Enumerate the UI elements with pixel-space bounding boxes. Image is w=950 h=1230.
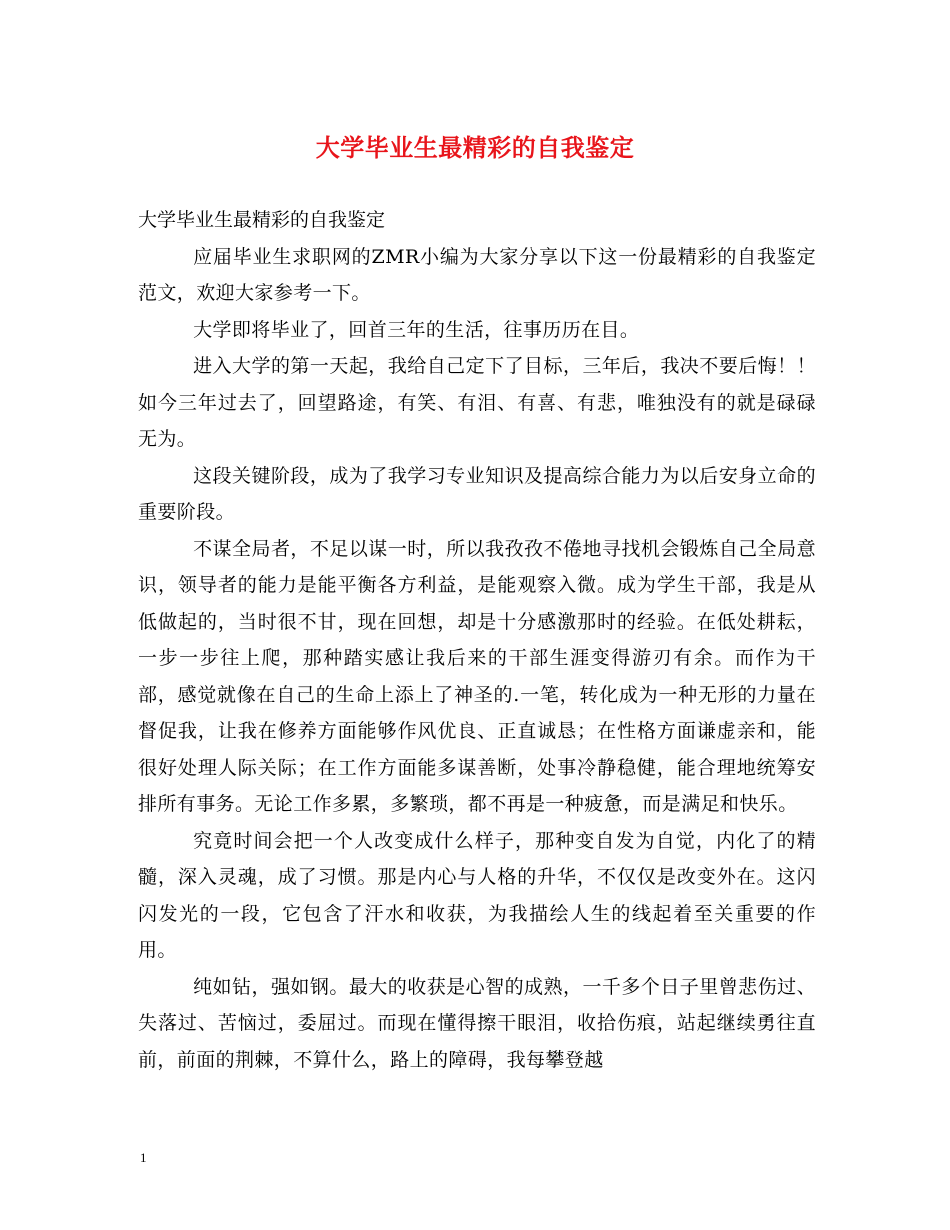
document-subtitle: 大学毕业生最精彩的自我鉴定 [138, 209, 386, 231]
paragraph-leadership: 不谋全局者，不足以谋一时，所以我孜孜不倦地寻找机会锻炼自己全局意识，领导者的能力是能平衡各方利益，是能观察入微。成为学生干部，我是从低做起的，当时很不甘，现在回想，却是十分感激那时的经验。在低处耕耘，一步一步往上爬，那种踏实感让我后来的干部生涯变得游刃有余。而作为干部，感觉就像在自己的生命上添上了神圣的.一笔，转化成为一种无形的力量在督促我，让我在修养方面能够作风优良、正直诚恳；在性格方面谦虚亲和，能很好处理人际关际；在工作方面能多谋善断，处事冷静稳健，能合理地统筹安排所有事务。无论工作多累，多繁琐，都不再是一种疲惫，而是满足和快乐。 [138, 537, 816, 815]
document-body [138, 202, 816, 1078]
paragraph-goal: 进入大学的第一天起，我给自己定下了目标，三年后，我决不要后悔！！如今三年过去了，回望路途，有笑、有泪、有喜、有悲，唯独没有的就是碌碌无为。 [138, 355, 816, 450]
paragraph-change: 究竟时间会把一个人改变成什么样子，那种变自发为自觉，内化了的精髓，深入灵魂，成了习惯。那是内心与人格的升华，不仅仅是改变外在。这闪闪发光的一段，它包含了汗水和收获，为我描绘人生的线起着至关重要的作用。 [138, 829, 816, 961]
paragraph-key-stage: 这段关键阶段，成为了我学习专业知识及提高综合能力为以后安身立命的重要阶段。 [138, 464, 816, 523]
document-title: 大学毕业生最精彩的自我鉴定 [315, 133, 635, 162]
page-number: 1 [140, 1150, 147, 1165]
paragraph-graduation: 大学即将毕业了，回首三年的生活，往事历历在目。 [193, 318, 640, 341]
paragraph-growth: 纯如钻，强如钢。最大的收获是心智的成熟，一千多个日子里曾悲伤过、失落过、苦恼过，委屈过。而现在懂得擦干眼泪，收拾伤痕，站起继续勇往直前，前面的荆棘，不算什么，路上的障碍，我每攀登越 [138, 975, 816, 1071]
paragraph-intro: 应届毕业生求职网的ZMR小编为大家分享以下这一份最精彩的自我鉴定范文，欢迎大家参考一下。 [138, 245, 816, 304]
